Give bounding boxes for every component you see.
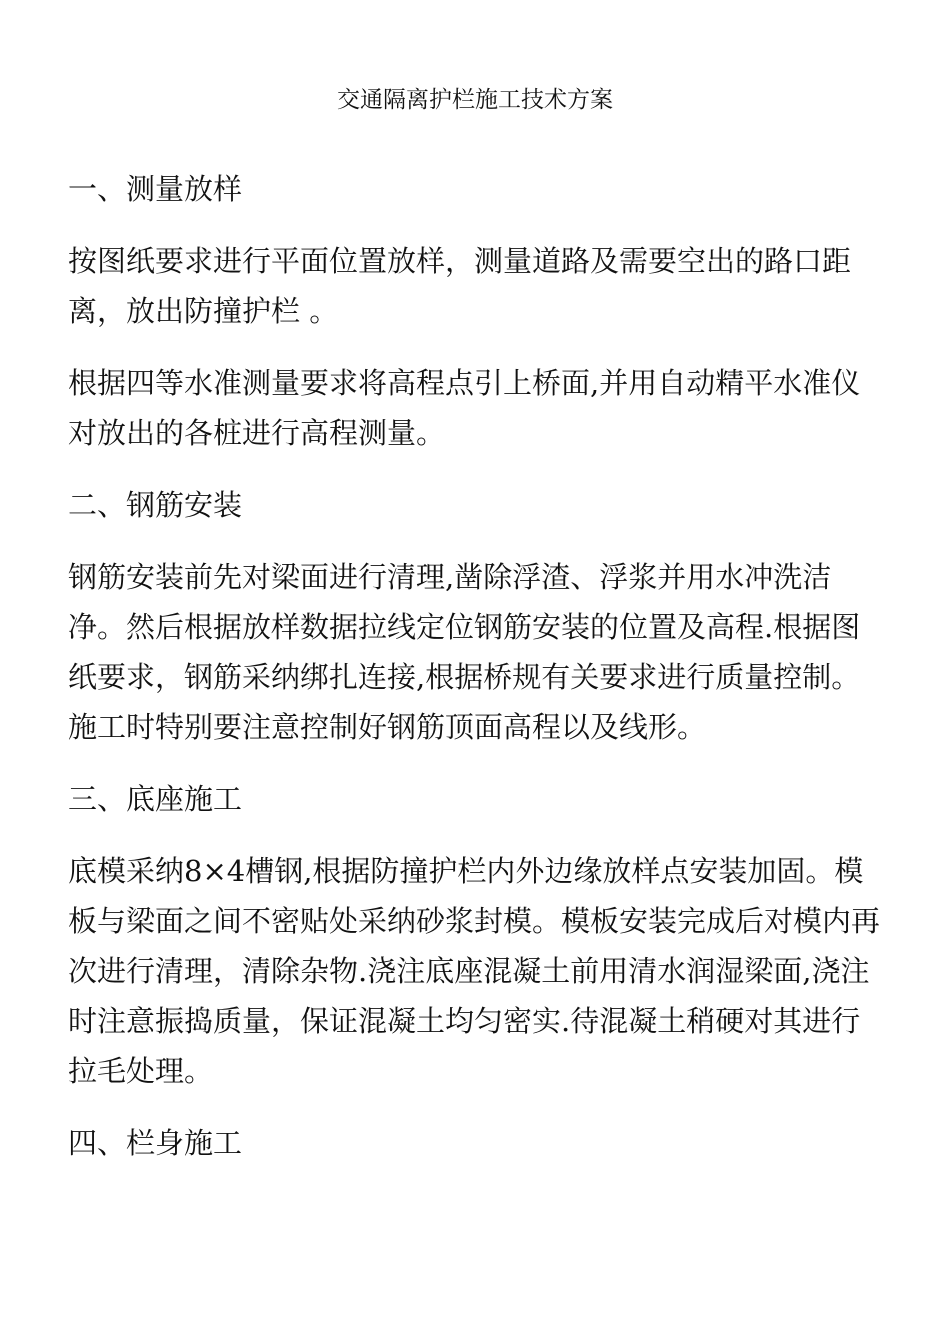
- section-heading-rebar: 二、钢筋安装: [68, 488, 243, 522]
- paragraph-rebar-installation: 钢筋安装前先对梁面进行清理,凿除浮渣、浮浆并用水冲洗洁净。然后根据放样数据拉线定位钢筋安装的位置及高程.根据图纸要求，钢筋采纳绑扎连接,根据桥规有关要求进行质量控制。施工时特别要注意控制好钢筋顶面高程以及线形。: [68, 560, 861, 744]
- paragraph-survey-elevation: 根据四等水准测量要求将高程点引上桥面,并用自动精平水准仪对放出的各桩进行高程测量。: [68, 366, 861, 450]
- paragraph-base-construction: 底模采纳8×4槽钢,根据防撞护栏内外边缘放样点安装加固。模板与梁面之间不密贴处采纳砂浆封模。模板安装完成后对模内再次进行清理，清除杂物.浇注底座混凝土前用清水润湿梁面,浇注时注意振捣质量，保证混凝土均匀密实.待混凝土稍硬对其进行拉毛处理。: [68, 854, 881, 1088]
- section-heading-survey: 一、测量放样: [68, 172, 243, 206]
- section-heading-base: 三、底座施工: [68, 782, 243, 816]
- document-title: 交通隔离护栏施工技术方案: [337, 87, 613, 113]
- section-heading-barrier-body: 四、栏身施工: [68, 1126, 243, 1160]
- paragraph-survey-layout: 按图纸要求进行平面位置放样，测量道路及需要空出的路口距离，放出防撞护栏 。: [68, 244, 852, 328]
